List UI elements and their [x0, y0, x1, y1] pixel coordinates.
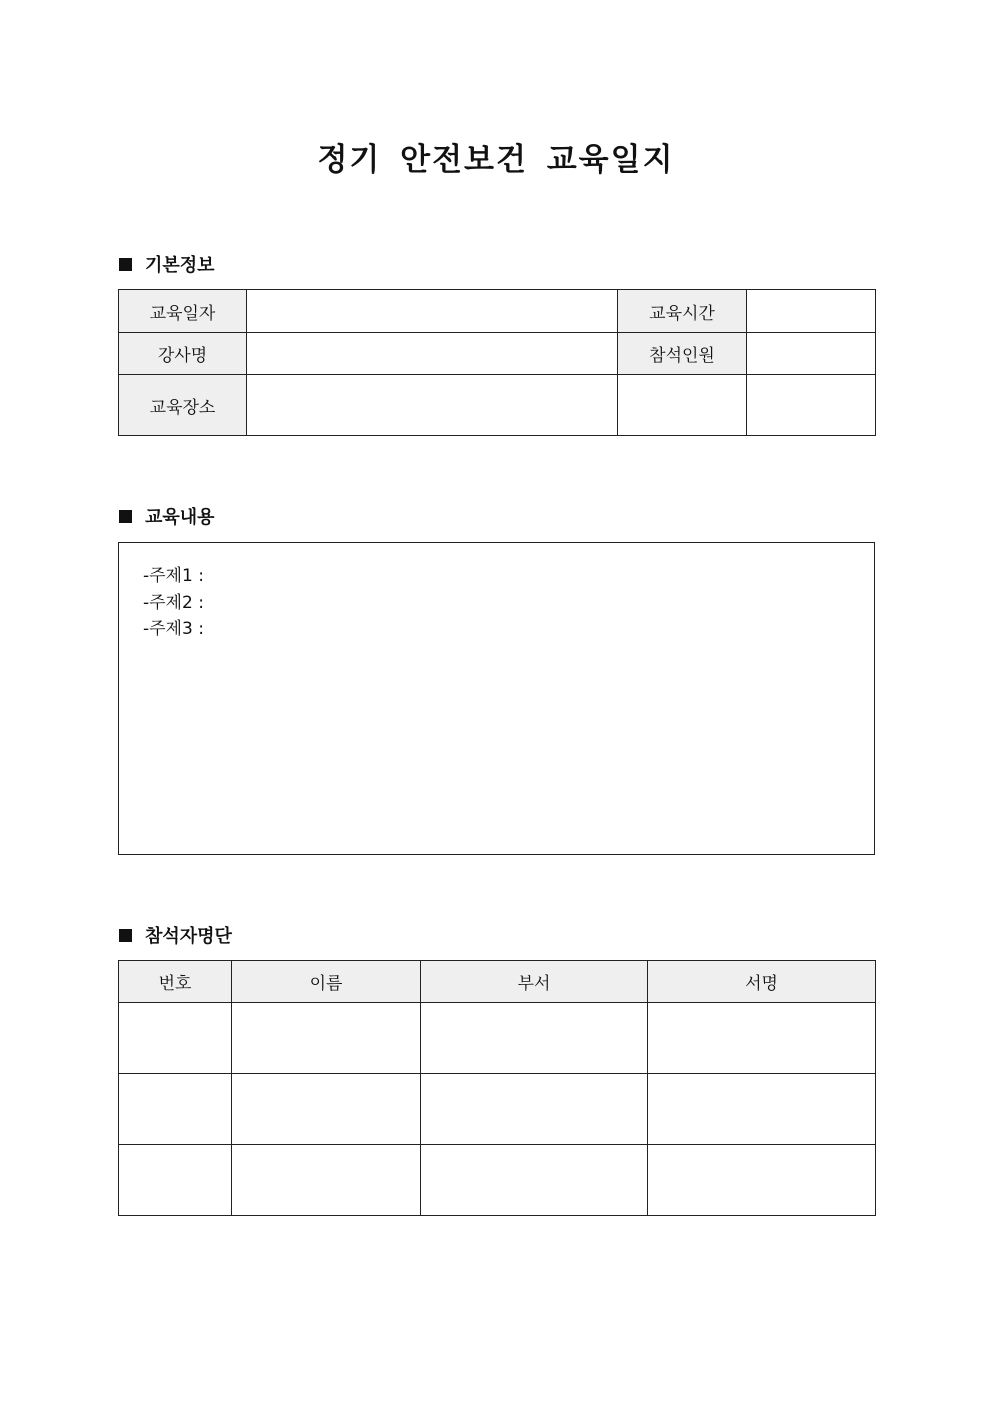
name-cell[interactable]: [232, 1003, 421, 1074]
education-date-field[interactable]: [247, 290, 618, 333]
education-date-label: 교육일자: [119, 290, 247, 333]
number-cell[interactable]: [119, 1074, 232, 1145]
attendee-count-label: 참석인원: [618, 333, 747, 375]
content-heading: [119, 504, 215, 528]
column-header-name: 이름: [232, 961, 421, 1003]
blank-cell[interactable]: [747, 375, 876, 436]
topic-1: -주제1 :: [143, 566, 204, 586]
attendee-table-header: [119, 961, 876, 1003]
attendees-heading: [119, 923, 232, 947]
signature-cell[interactable]: [648, 1145, 876, 1216]
topic-2: -주제2 :: [143, 592, 204, 613]
basic-info-row: [119, 333, 876, 375]
education-content-box[interactable]: [118, 542, 875, 855]
topic-3: -주제3 :: [143, 619, 204, 639]
instructor-name-field[interactable]: [247, 333, 618, 375]
black-square-icon: [119, 258, 132, 271]
column-header-signature: 서명: [648, 961, 876, 1003]
name-cell[interactable]: [232, 1074, 421, 1145]
education-time-field[interactable]: [747, 290, 876, 333]
blank-cell[interactable]: [618, 375, 747, 436]
black-square-icon: [119, 929, 132, 942]
department-cell[interactable]: [421, 1074, 648, 1145]
signature-cell[interactable]: [648, 1003, 876, 1074]
name-cell[interactable]: [232, 1145, 421, 1216]
attendee-count-field[interactable]: [747, 333, 876, 375]
basic-info-row: [119, 375, 876, 436]
instructor-name-label: 강사명: [119, 333, 247, 375]
number-cell[interactable]: [119, 1003, 232, 1074]
column-header-department: 부서: [421, 961, 648, 1003]
education-location-label: 교육장소: [119, 375, 247, 436]
number-cell[interactable]: [119, 1145, 232, 1216]
black-square-icon: [119, 510, 132, 523]
signature-cell[interactable]: [648, 1074, 876, 1145]
column-header-number: 번호: [119, 961, 232, 1003]
department-cell[interactable]: [421, 1145, 648, 1216]
education-time-label: 교육시간: [618, 290, 747, 333]
basic-info-row: [119, 290, 876, 333]
basic-info-heading-label: 기본정보: [145, 255, 215, 276]
department-cell[interactable]: [421, 1003, 648, 1074]
attendee-table: [118, 960, 876, 1216]
basic-info-table: [118, 289, 876, 436]
topic-list: [143, 563, 204, 643]
education-location-field[interactable]: [247, 375, 618, 436]
basic-info-heading: [119, 252, 215, 276]
document-title: 정기 안전보건 교육일지: [317, 142, 675, 178]
content-heading-label: 교육내용: [145, 507, 215, 528]
table-row: [119, 1074, 876, 1145]
table-row: [119, 1003, 876, 1074]
attendees-heading-label: 참석자명단: [145, 926, 232, 947]
table-row: [119, 1145, 876, 1216]
